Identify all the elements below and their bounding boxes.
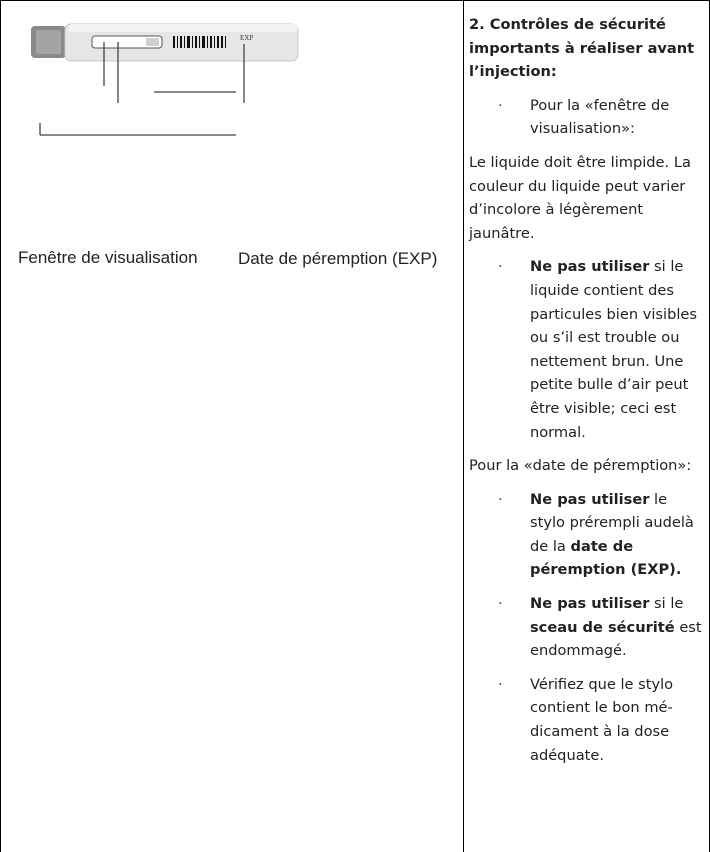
bullet-check-medicine bbox=[469, 673, 705, 767]
warning-bold: Ne pas utiliser bbox=[530, 490, 650, 508]
warning-bold: Ne pas utiliser bbox=[530, 595, 650, 613]
liquid-warning-text: si le liquide contient des particules bien visibles ou s’il est trouble ou nettement brun. Une petite bulle d’air peut être visible; ceci est normal. bbox=[530, 258, 697, 441]
bullet-window-text: Pour la «fenêtre de visualisation»: bbox=[530, 96, 670, 138]
bullet-dot: · bbox=[498, 258, 503, 276]
liquid-description: Le liquide doit être limpide. La couleur du liquide peut varier d’incolore à légèrement jaunâtre. bbox=[469, 153, 691, 242]
warning-bold: Ne pas utiliser bbox=[530, 258, 650, 276]
bullet-dot: · bbox=[498, 96, 503, 114]
table-top-border bbox=[0, 0, 710, 1]
section-heading: 2. Contrôles de sécurité importants à réaliser avant l’injection: bbox=[469, 16, 695, 81]
seal-warning-text-2: est endommagé. bbox=[530, 618, 702, 660]
bullet-expiry-warning bbox=[469, 488, 705, 582]
bullet-dot: · bbox=[498, 490, 503, 508]
table-left-border bbox=[0, 0, 1, 852]
barcode bbox=[173, 36, 226, 48]
bullet-dot: · bbox=[498, 675, 503, 693]
label-viewing-window: Fenêtre de visualisation bbox=[18, 248, 198, 267]
bullet-dot: · bbox=[498, 595, 503, 613]
seal-warning-text: si le bbox=[649, 595, 684, 613]
bullet-seal-warning bbox=[469, 592, 705, 663]
bullet-liquid-warning bbox=[469, 255, 705, 444]
instructions-column bbox=[469, 13, 705, 777]
window-plunger bbox=[146, 38, 159, 46]
pen-exp-text: EXP bbox=[240, 34, 254, 42]
prefilled-pen-illustration bbox=[8, 8, 463, 852]
label-expiry-date: Date de péremption (EXP) bbox=[238, 249, 438, 268]
bullet-window bbox=[469, 94, 705, 141]
pen-diagram bbox=[8, 8, 463, 148]
expiry-date-bold: date de péremption (EXP). bbox=[530, 537, 682, 579]
pen-body-shine bbox=[68, 24, 298, 32]
seal-bold: sceau de sécurité bbox=[530, 618, 675, 636]
table-column-divider bbox=[463, 0, 464, 852]
pen-cap-highlight bbox=[36, 30, 61, 54]
check-medicine-text: Vérifiez que le stylo contient le bon médicament à la dose adéquate. bbox=[530, 675, 674, 764]
expiry-intro: Pour la «date de péremption»: bbox=[469, 457, 692, 475]
expiry-warning-text: le stylo prérempli audelà de la bbox=[530, 490, 694, 555]
